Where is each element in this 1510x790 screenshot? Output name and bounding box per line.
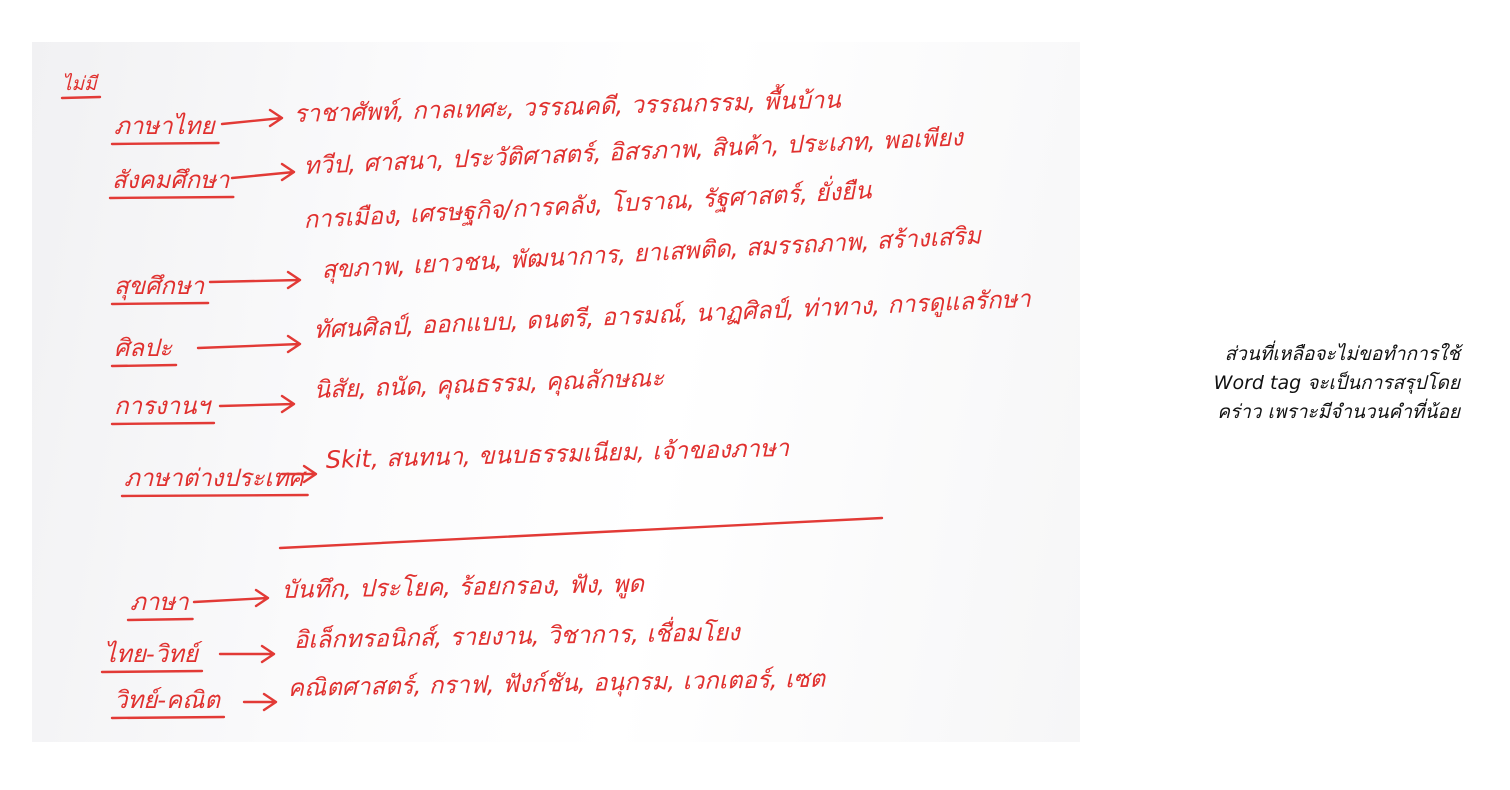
row2-arrow-0 [194,590,268,606]
row-subject-underline-5 [112,423,214,424]
row-subject-underline-4 [112,365,176,366]
row-arrow-3 [210,272,300,288]
row-arrow-5 [220,396,294,412]
row-terms-1: ทวีป, ศาสนา, ประวัติศาสตร์, อิสรภาพ, สินค้า, ประเภท, พอเพียง [303,123,964,180]
caption-line-2: Word tag จะเป็นการสรุปโดย [1213,372,1460,394]
row2-terms-2: คณิตศาสตร์, กราฟ, ฟังก์ชัน, อนุกรม, เวกเตอร์, เซต [287,664,826,702]
section-divider [280,518,882,548]
side-caption [1160,340,1460,427]
caption-line-3: คร่าว เพราะมีจำนวนคำที่น้อย [1217,401,1460,423]
row-subject-3: สุขศึกษา [114,272,205,300]
row-arrow-4 [198,336,300,352]
row-subject-0: ภาษาไทย [114,112,215,140]
row-subject-underline-1 [110,197,233,198]
row2-subject-1: ไทย-วิทย์ [104,640,198,668]
row-subject-4: ศิลปะ [114,334,173,362]
row-arrow-0 [222,110,282,126]
row-subject-5: การงานฯ [114,392,210,420]
row2-subject-underline-0 [128,619,193,620]
row-terms-3: สุขภาพ, เยาวชน, พัฒนาการ, ยาเสพติด, สมรรถภาพ, สร้างเสริม [320,221,982,284]
row-terms-6: Skit, สนทนา, ขนบธรรมเนียม, เจ้าของภาษา [325,433,790,474]
row-subject-underline-3 [112,303,208,304]
row2-subject-underline-2 [112,717,224,718]
caption-line-1: ส่วนที่เหลือจะไม่ขอทำการใช้ [1224,343,1460,365]
row-subject-1: สังคมศึกษา [112,166,230,194]
row-terms-4: ทัศนศิลป์, ออกแบบ, ดนตรี, อารมณ์, นาฏศิลป์, ท่าทาง, การดูแลรักษา [313,284,1032,344]
board-heading: ไม่มี [62,73,97,95]
row2-subject-0: ภาษา [130,588,189,616]
row2-terms-1: อิเล็กทรอนิกส์, รายงาน, วิชาการ, เชื่อมโยง [293,618,740,654]
whiteboard-photo [32,42,1080,742]
row2-subject-underline-1 [102,671,202,672]
row-terms-2: การเมือง, เศรษฐกิจ/การคลัง, โบราณ, รัฐศาสตร์, ยั่งยืน [302,176,873,234]
row-subject-underline-6 [122,495,308,496]
row-terms-0: ราชาศัพท์, กาลเทศะ, วรรณคดี, วรรณกรรม, พื้นบ้าน [293,85,842,128]
row2-arrow-2 [244,694,276,710]
row-terms-5: นิสัย, ถนัด, คุณธรรม, คุณลักษณะ [313,363,665,404]
row2-subject-2: วิทย์-คณิต [114,686,220,714]
heading-underline [62,97,100,98]
row-subject-underline-0 [112,143,219,144]
row2-terms-0: บันทึก, ประโยค, ร้อยกรอง, ฟัง, พูด [281,569,645,604]
whiteboard-drawing [32,42,1080,742]
row-arrow-1 [232,164,294,180]
row2-arrow-1 [220,646,274,662]
row-subject-6: ภาษาต่างประเทศ [124,464,304,492]
